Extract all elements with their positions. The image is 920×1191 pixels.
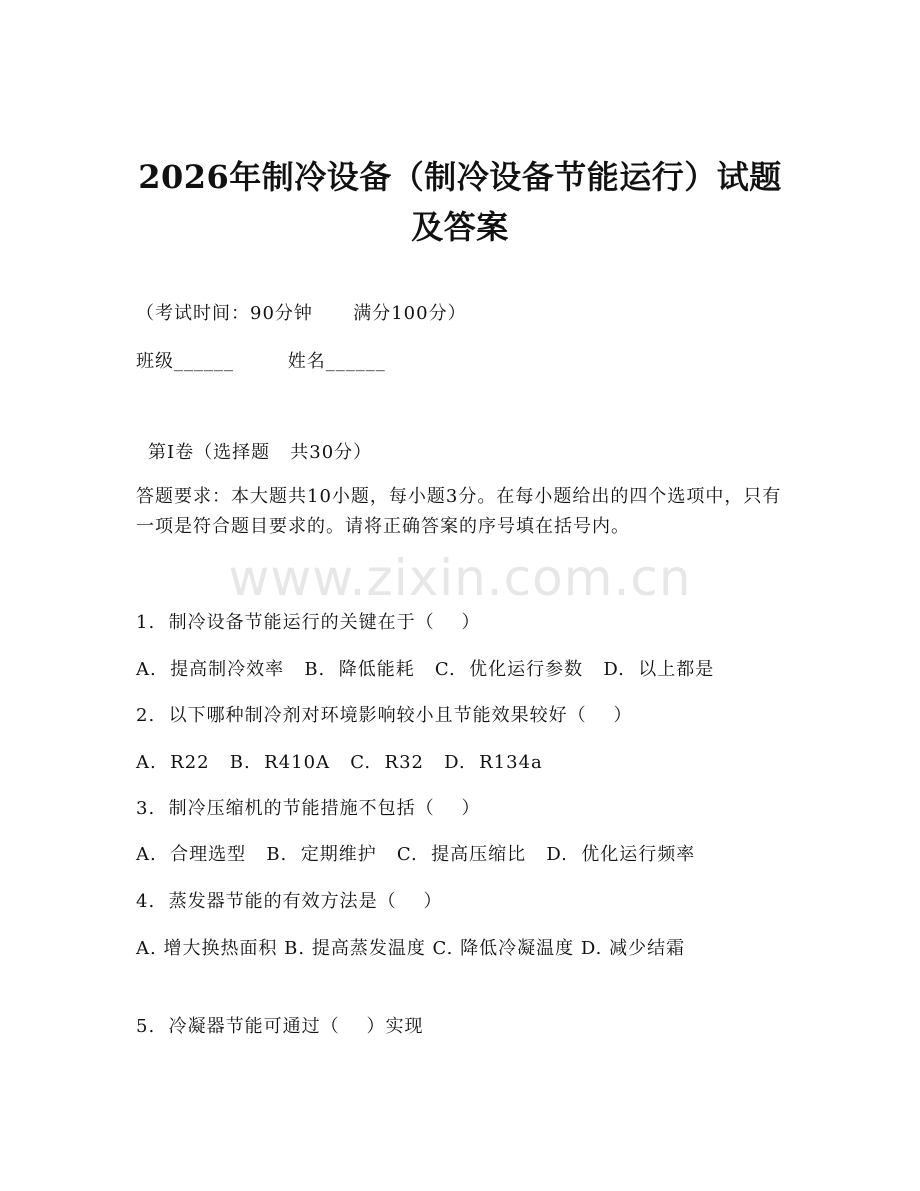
exam-info: （考试时间：90分钟 满分100分）: [136, 303, 467, 324]
question-4-options: A. 增大换热面积 B. 提高蒸发温度 C. 降低冷凝温度 D. 减少结霜: [136, 938, 686, 959]
question-5-stem: 5. 冷凝器节能可通过（ ）实现: [136, 1016, 424, 1037]
question-1-options: A. 提高制冷效率 B. 降低能耗 C. 优化运行参数 D. 以上都是: [136, 659, 715, 680]
question-2-stem: 2. 以下哪种制冷剂对环境影响较小且节能效果较好（ ）: [136, 705, 633, 726]
question-4-stem: 4. 蒸发器节能的有效方法是（ ）: [136, 891, 443, 912]
section-header: 第Ⅰ卷（选择题 共30分）: [148, 442, 373, 463]
watermark: www.zixin.com.cn: [228, 549, 692, 607]
instructions: 答题要求：本大题共10小题，每小题3分。在每小题给出的四个选项中，只有一项是符合题目要求的。请将正确答案的序号填在括号内。: [136, 486, 782, 537]
question-3-options: A. 合理选型 B. 定期维护 C. 提高压缩比 D. 优化运行频率: [136, 844, 696, 865]
question-1-stem: 1. 制冷设备节能运行的关键在于（ ）: [136, 612, 481, 633]
question-3-stem: 3. 制冷压缩机的节能措施不包括（ ）: [136, 798, 481, 819]
document-title-line2: 及答案: [411, 208, 509, 246]
class-name-fields: 班级______ 姓名______: [136, 351, 386, 372]
question-2-options: A. R22 B. R410A C. R32 D. R134a: [136, 752, 543, 773]
document-title-line1: 2026年制冷设备（制冷设备节能运行）试题: [138, 158, 782, 196]
